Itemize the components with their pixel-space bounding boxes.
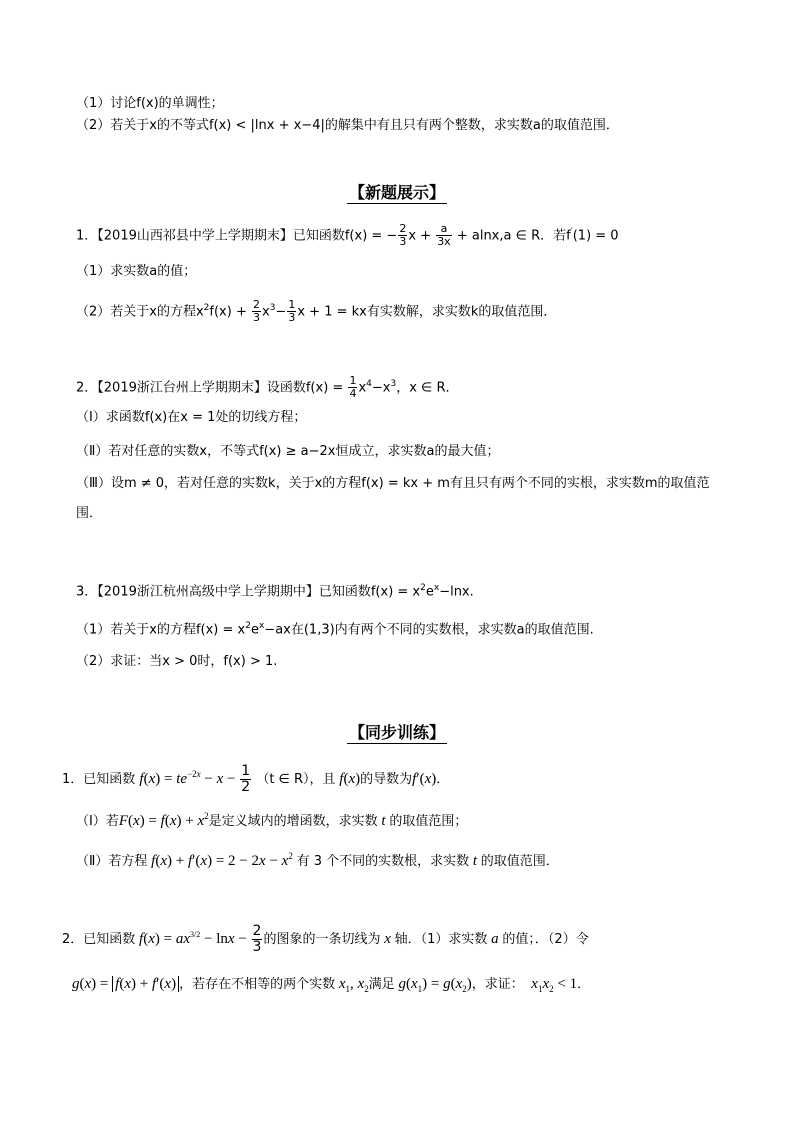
p1-mid: x + [408,228,432,244]
p1-frac-1-den: 3 [399,235,407,249]
s2-l2-b: 满足 [368,977,395,992]
p1-q2-b: f(x) + [209,304,247,320]
s2-mid: 的图象的一条切线为 [263,932,381,947]
s1-q1-b: 是定义域内的增函数，求实数 [208,814,378,829]
s1-q2-t: t [469,853,481,869]
s1-end: ． [436,772,450,787]
s2-geq: $g(x_1) = g(x_2)$ [398,976,472,994]
s2-g-expr: g(x) = f(x) + f′(x) [72,976,179,992]
p1-frac-1 [398,223,407,248]
p1-q2-e: x + 1 = kx有实数解，求实数k的取值范围． [297,304,557,320]
s1-q2-a: （Ⅱ）若方程 [76,854,148,869]
p3-q1: （1）若关于x的方程$f(x) = x^2e^x-ax$在(1,3)内有两个不同的实数根，求实数a的取值范围. [76,621,594,638]
s1-q1-a: （Ⅰ）若 [76,814,119,829]
p1-q1: （1）求实数a的值； [76,264,197,279]
heading-new-problems [0,180,794,203]
s1-q2-b: 有 3 个不同的实数根，求实数 [296,854,470,869]
prev-q1: （1）讨论f(x)的单调性； [76,96,224,111]
s1-q1-c: 的取值范围； [389,814,468,829]
s1-fprime: f′(x) [412,771,437,787]
s2-func-expr: $f(x) = ax^{3/2} - \ln x$ − [139,930,251,947]
p1-frac-3 [252,299,261,324]
p1-frac-4 [287,299,296,324]
p1-frac-1-num: 2 [399,222,407,236]
p1-q2: （2）若关于x的方程$x^2f(x)$ + $\frac{2}{3}$ $x^3-$ $\frac{1}{3}$ x + 1 = kx有实数解，求实数k的取值范围． [76,298,557,325]
p1-frac-2-den: 3x [437,235,451,249]
s1-q2 [76,846,559,872]
p2-frac-num: 1 [349,374,357,388]
s1-q1-expr: $F(x) = f(x) + x^2$ [118,811,209,829]
p2-frac-den: 4 [349,387,357,401]
s1-q2-c: 的取值范围． [480,854,559,869]
s2-mid2: 轴．（1）求实数 [394,932,488,947]
s1-func-expr: $f(x) = te^{-2x} - x$ − [139,769,240,787]
p1-q2-a: （2）若关于x的方程x [76,304,204,320]
s2-l2-c: ，求证： [471,977,524,992]
p3-intro3: −lnx. [439,584,474,600]
p1-frac-4-num: 1 [288,298,296,312]
p1-tail2: (1) = 0 [572,228,619,244]
p2-intro-text: 2．【2019浙江台州上学期期末】设函数f(x) = [76,380,344,396]
s1-intro-text: 1．已知函数 [62,772,136,787]
s1-f: f(x) [339,771,361,787]
s2-mid3: 的值；．（2）令 [502,932,589,947]
s2-l2-d: ． [577,977,591,992]
s2-a: a [487,931,503,947]
heading-sync-training [0,720,794,743]
p2-frac [348,375,357,400]
p2-intro: 2．【2019浙江台州上学期期末】设函数f(x) = $\frac{1}{4}$ $x^4-x^3$，x ∈ R． [76,374,459,401]
s2-ineq: $x_1x_2 < 1$ [531,976,578,994]
s2-l2-a: ，若存在不相等的两个实数 [179,977,336,992]
p2-q2: （Ⅱ）若对任意的实数x，不等式f(x) ≥ a−2x恒成立，求实数a的最大值； [76,444,500,459]
s1-frac-den: 2 [241,779,251,795]
p1-intro: 1．【2019山西祁县中学上学期期末】已知函数f(x) = − $\frac{2}{3}$ x + $\frac{a}{3x}$ + alnx,a ∈ R．若f′(1) = 0 [76,222,619,249]
p2-q3b: 围． [76,506,103,521]
s2-x1x2: $x_1$, $x_2$ [338,976,369,994]
p1-intro-text: 1．【2019山西祁县中学上学期期末】已知函数f(x) = − [76,228,398,244]
p3-intro2: e [425,584,434,600]
s1-q1-t: t [377,813,390,829]
p1-frac-2-num: a [436,223,452,236]
p1-frac-4-den: 3 [288,311,296,325]
p1-q2-d: − [275,304,287,320]
s1-intro [62,764,449,795]
heading-sync-text: 【同步训练】 [348,723,445,742]
s2-intro [62,924,589,955]
p3-intro-text: 3．【2019浙江杭州高级中学上学期期中】已知函数f(x) = x [76,584,421,600]
s2-frac-num: 2 [252,923,262,939]
s2-intro-text: 2．已知函数 [62,932,136,947]
p3-intro: 3．【2019浙江杭州高级中学上学期期中】已知函数$f(x) = x^2e^x-\ln x$. [76,583,474,600]
s2-line2 [72,974,590,999]
p2-q3: （Ⅲ）设m ≠ 0，若对任意的实数k，关于x的方程f(x) = kx + m有且只有两个不同的实根，求实数m的取值范 [76,476,710,491]
p2-tail: −x [371,380,391,396]
prev-q2: （2）若关于x的不等式f(x) < |lnx + x−4|的解集中有且只有两个整数，求实数a的取值范围． [76,118,619,133]
p1-tail: + alnx,a ∈ R．若f [456,228,571,244]
p1-frac-3-den: 3 [253,311,260,325]
s1-frac [240,764,251,795]
s1-q1 [76,806,467,832]
heading-new-text: 【新题展示】 [348,183,445,202]
s1-cond: （t ∈ R），且 [256,772,336,787]
p1-q2-c: x [262,304,270,320]
s1-frac-num: 1 [241,763,251,779]
p2-tail2: ，x ∈ R． [396,380,459,396]
s1-deriv: 的导数为 [360,772,413,787]
p2-q1: （Ⅰ）求函数f(x)在x = 1处的切线方程； [76,410,307,425]
p3-q1-b: e [250,622,259,638]
s2-x: x [380,931,395,947]
p3-q2: （2）求证：当x > 0时，f(x) > 1. [76,654,278,669]
p3-q1-a: （1）若关于x的方程f(x) = x [76,622,246,638]
s2-frac-den: 3 [252,939,262,955]
p1-frac-3-num: 2 [253,298,260,312]
p1-frac-2 [436,223,452,248]
s2-frac [252,924,263,955]
p3-q1-c: −ax在(1,3)内有两个不同的实数根，求实数a的取值范围. [264,622,594,638]
p2-mid: x [358,380,367,396]
s1-q2-expr: $f(x) + f'(x) = 2 - 2x - x^2$ [151,851,293,869]
